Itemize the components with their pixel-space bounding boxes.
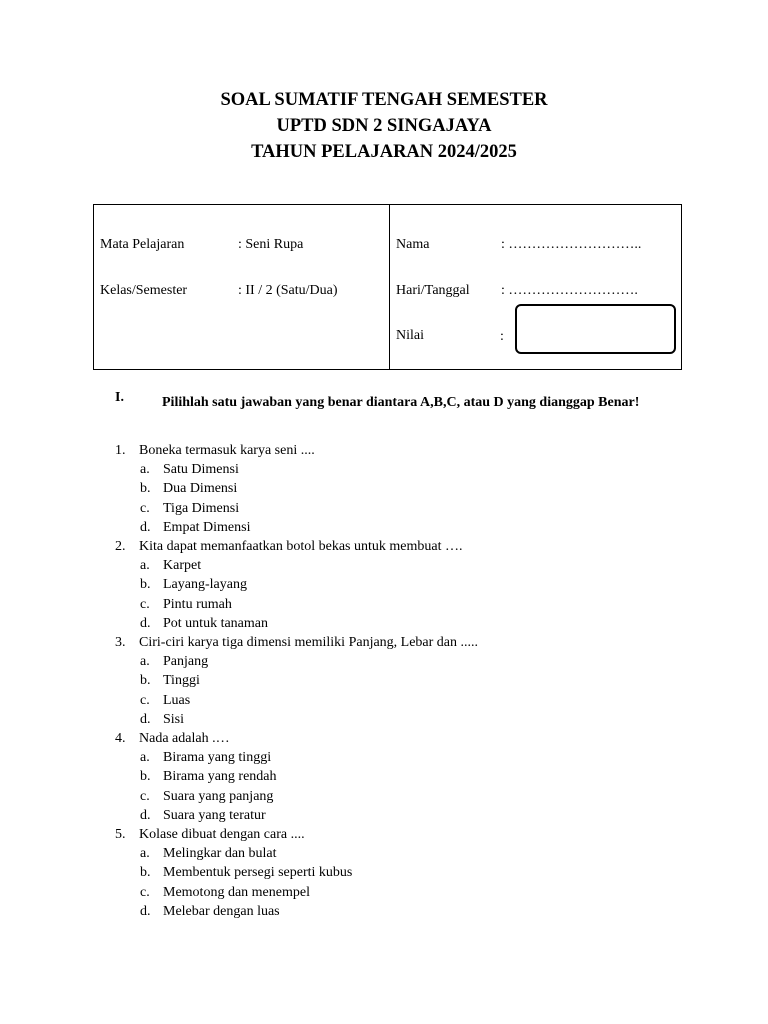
option-text: Melingkar dan bulat	[163, 846, 277, 862]
option-text: Birama yang tinggi	[163, 750, 272, 766]
option-letter: a.	[140, 462, 150, 478]
option-letter: d.	[140, 807, 151, 823]
answer-option[interactable]	[115, 844, 675, 863]
option-text: Membentuk persegi seperti kubus	[163, 865, 353, 881]
answer-option[interactable]	[115, 518, 675, 537]
option-text: Tiga Dimensi	[163, 500, 240, 516]
option-letter: d.	[140, 519, 151, 535]
option-letter: a.	[140, 846, 150, 862]
question-text: Kita dapat memanfaatkan botol bekas untuk membuat ….	[139, 539, 463, 555]
answer-option[interactable]	[115, 460, 675, 479]
answer-option[interactable]	[115, 499, 675, 518]
option-text: Satu Dimensi	[163, 462, 239, 478]
option-letter: b.	[140, 673, 151, 689]
option-text: Empat Dimensi	[163, 519, 251, 535]
option-text: Tinggi	[163, 673, 200, 689]
option-letter: d.	[140, 903, 151, 919]
option-letter: b.	[140, 865, 151, 881]
identity-table	[93, 204, 682, 370]
question-item	[115, 825, 675, 844]
option-letter: b.	[140, 769, 151, 785]
option-letter: c.	[140, 596, 150, 612]
option-text: Sisi	[163, 711, 185, 727]
answer-option[interactable]	[115, 902, 675, 921]
answer-option[interactable]	[115, 710, 675, 729]
option-letter: c.	[140, 692, 150, 708]
hari-label: Hari/Tanggal	[396, 283, 470, 298]
answer-option[interactable]	[115, 652, 675, 671]
section-number: I.	[115, 390, 124, 405]
kelas-value: : II / 2 (Satu/Dua)	[238, 283, 338, 298]
answer-option[interactable]	[115, 575, 675, 594]
question-item	[115, 729, 675, 748]
option-text: Luas	[163, 692, 191, 708]
instruction-text: Pilihlah satu jawaban yang benar diantara A,B,C, atau D yang dianggap Benar!	[162, 395, 640, 410]
option-text: Suara yang panjang	[163, 788, 274, 804]
option-letter: a.	[140, 654, 150, 670]
answer-option[interactable]	[115, 595, 675, 614]
option-text: Suara yang teratur	[163, 807, 266, 823]
answer-option[interactable]	[115, 691, 675, 710]
answer-option[interactable]	[115, 806, 675, 825]
question-list	[115, 441, 675, 921]
option-letter: b.	[140, 481, 151, 497]
answer-option[interactable]	[115, 883, 675, 902]
answer-option[interactable]	[115, 787, 675, 806]
question-text: Ciri-ciri karya tiga dimensi memiliki Panjang, Lebar dan .....	[139, 635, 479, 651]
question-number: 2.	[115, 539, 126, 555]
question-number: 1.	[115, 443, 126, 458]
option-text: Memotong dan menempel	[163, 884, 310, 900]
question-item	[115, 441, 675, 460]
question-number: 5.	[115, 827, 126, 843]
document-header	[0, 87, 768, 165]
option-letter: c.	[140, 788, 150, 804]
option-text: Layang-layang	[163, 577, 247, 593]
option-text: Dua Dimensi	[163, 481, 238, 497]
option-letter: a.	[140, 558, 150, 574]
option-letter: b.	[140, 577, 151, 593]
option-text: Panjang	[163, 654, 209, 670]
answer-option[interactable]	[115, 748, 675, 767]
table-divider	[389, 205, 390, 369]
option-text: Pot untuk tanaman	[163, 615, 268, 631]
mapel-label: Mata Pelajaran	[100, 237, 185, 252]
hari-field[interactable]: : ……………………….	[501, 283, 638, 298]
answer-option[interactable]	[115, 614, 675, 633]
answer-option[interactable]	[115, 863, 675, 882]
option-text: Birama yang rendah	[163, 769, 277, 785]
header-year: TAHUN PELAJARAN 2024/2025	[251, 142, 517, 162]
answer-option[interactable]	[115, 671, 675, 690]
answer-option[interactable]	[115, 556, 675, 575]
question-item	[115, 633, 675, 652]
question-text: Kolase dibuat dengan cara ....	[139, 827, 305, 843]
nama-label: Nama	[396, 237, 430, 252]
option-text: Melebar dengan luas	[163, 903, 280, 919]
question-number: 4.	[115, 731, 126, 747]
option-letter: a.	[140, 750, 150, 766]
answer-option[interactable]	[115, 479, 675, 498]
mapel-value: : Seni Rupa	[238, 237, 304, 252]
header-school: UPTD SDN 2 SINGAJAYA	[276, 116, 492, 136]
nilai-colon: :	[500, 329, 504, 344]
score-box[interactable]	[515, 304, 676, 354]
nama-field[interactable]: : ………………………..	[501, 237, 642, 252]
question-text: Boneka termasuk karya seni ....	[139, 443, 315, 458]
kelas-label: Kelas/Semester	[100, 283, 188, 298]
option-text: Karpet	[163, 558, 202, 574]
question-number: 3.	[115, 635, 126, 651]
option-letter: c.	[140, 500, 150, 516]
nilai-label: Nilai	[396, 328, 424, 343]
option-letter: c.	[140, 884, 150, 900]
answer-option[interactable]	[115, 767, 675, 786]
question-text: Nada adalah .…	[139, 731, 230, 747]
header-title: SOAL SUMATIF TENGAH SEMESTER	[220, 90, 548, 110]
option-letter: d.	[140, 615, 151, 631]
option-text: Pintu rumah	[163, 596, 232, 612]
option-letter: d.	[140, 711, 151, 727]
question-item	[115, 537, 675, 556]
